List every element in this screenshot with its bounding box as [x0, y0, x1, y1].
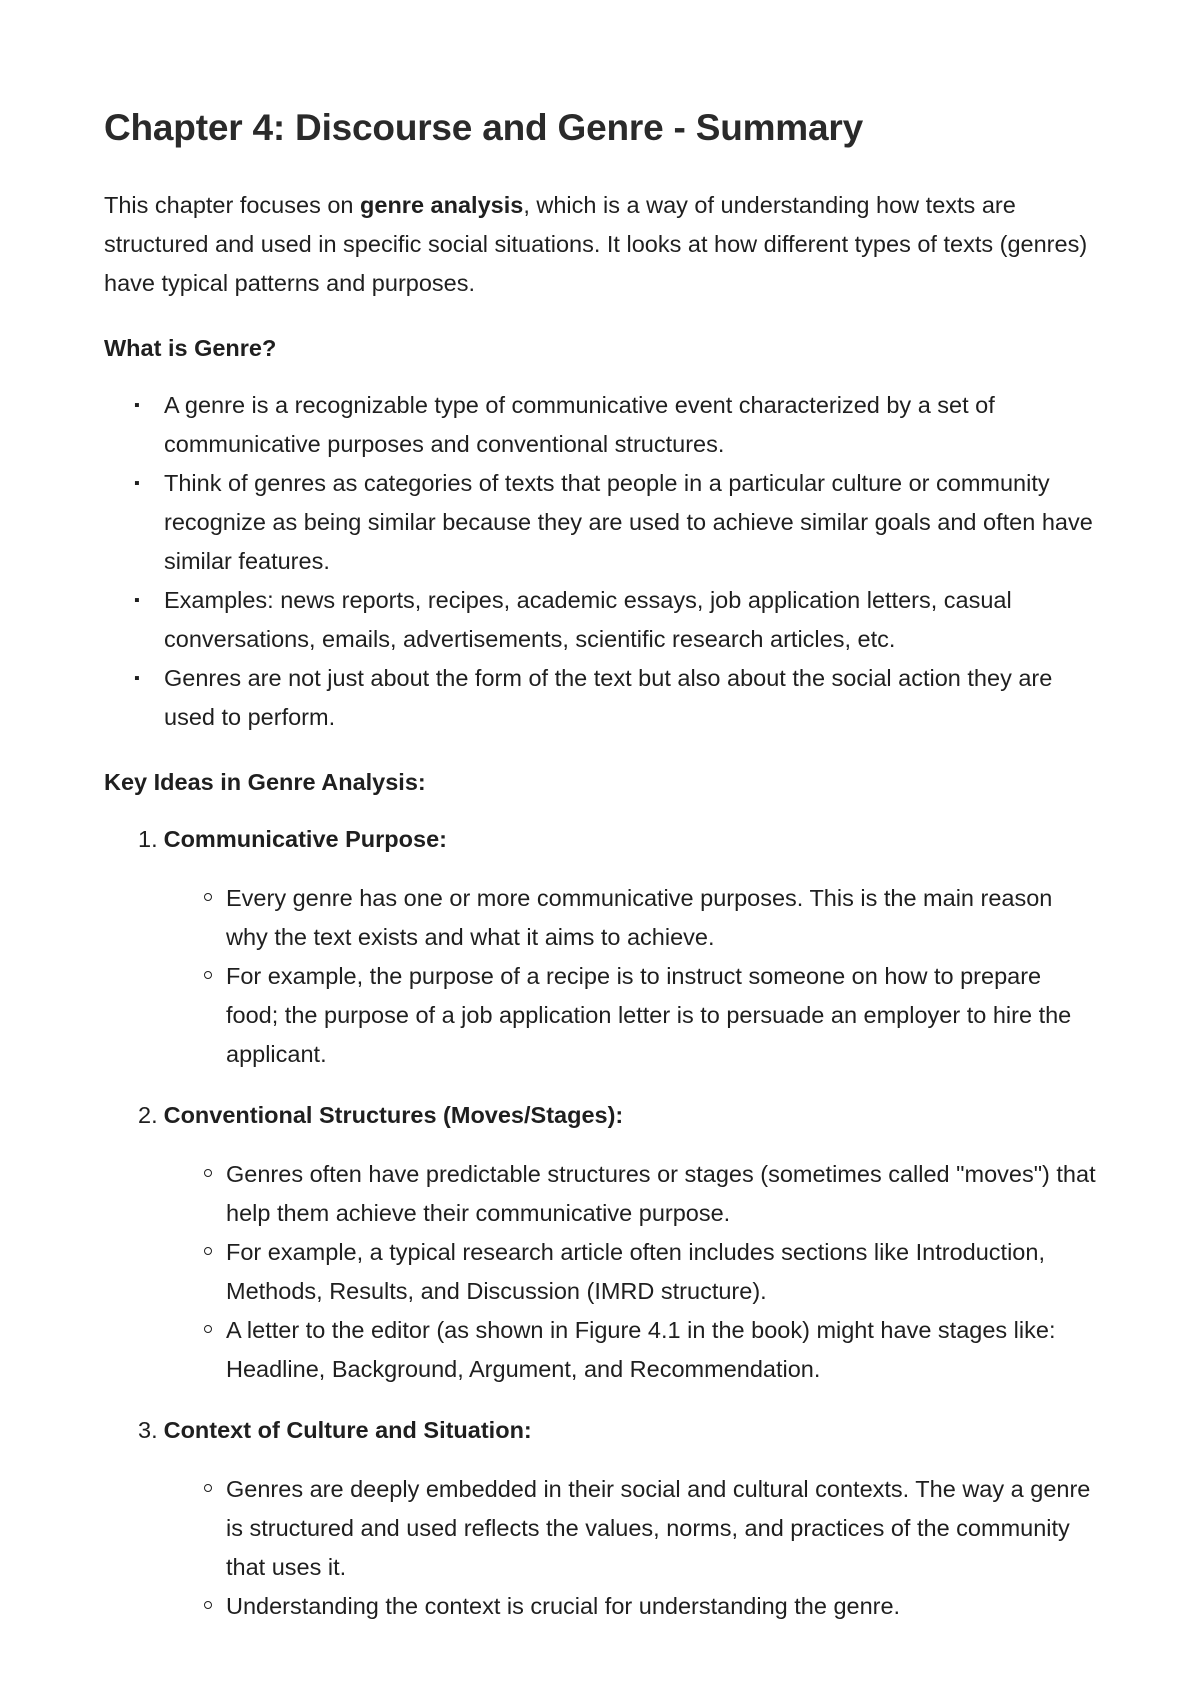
- circle-bullet-icon: [204, 1247, 212, 1255]
- key-idea-points: [138, 879, 1096, 1074]
- intro-text-start: This chapter focuses on: [104, 192, 361, 219]
- list-item: [134, 386, 1096, 464]
- list-item-text: A letter to the editor (as shown in Figure 4.1 in the book) might have stages like: Headline, Background, Argument, and Recommendation.: [226, 1317, 1056, 1383]
- list-item-text: For example, a typical research article often includes sections like Introduction, Methods, Results, and Discussion (IMRD structure).: [226, 1239, 1045, 1305]
- bullet-icon: ▪: [134, 592, 140, 610]
- key-idea-title-text: Conventional Structures (Moves/Stages):: [163, 1102, 624, 1129]
- page-title: Chapter 4: Discourse and Genre - Summary: [104, 107, 863, 148]
- list-item-text: For example, the purpose of a recipe is to instruct someone on how to prepare food; the purpose of a job application letter is to persuade an employer to hire the applicant.: [226, 963, 1072, 1068]
- intro-text-end: , which is a way of understanding how texts are structured and used in specific social situations. It looks at how different types of texts (genres) have typical patterns and purposes.: [104, 192, 1088, 297]
- key-idea-points: [138, 1155, 1096, 1389]
- key-idea-number: 3.: [138, 1417, 158, 1444]
- list-item-text: Understanding the context is crucial for understanding the genre.: [226, 1593, 901, 1620]
- list-item: [226, 1233, 1096, 1311]
- list-item: [226, 957, 1096, 1074]
- key-idea-number: 2.: [138, 1102, 158, 1129]
- key-idea-context: [138, 1411, 1096, 1626]
- key-idea-title-text: Context of Culture and Situation:: [163, 1417, 532, 1444]
- what-is-genre-list: [104, 386, 1096, 737]
- circle-bullet-icon: [204, 1325, 212, 1333]
- key-idea-conventional-structures: [138, 1096, 1096, 1389]
- circle-bullet-icon: [204, 893, 212, 901]
- list-item: [226, 879, 1096, 957]
- intro-paragraph: [104, 186, 1096, 303]
- list-item: [134, 581, 1096, 659]
- key-ideas-list: [104, 820, 1096, 1626]
- list-item: [134, 464, 1096, 581]
- intro-bold-term: genre analysis: [360, 192, 524, 219]
- list-item: [226, 1155, 1096, 1233]
- list-item-text: Every genre has one or more communicative purposes. This is the main reason why the text exists and what it aims to achieve.: [226, 885, 1053, 951]
- list-item: [226, 1587, 1096, 1626]
- bullet-icon: ▪: [134, 397, 140, 415]
- circle-bullet-icon: [204, 971, 212, 979]
- key-idea-number: 1.: [138, 826, 158, 853]
- list-item-text: Genres often have predictable structures or stages (sometimes called "moves") that help them achieve their communicative purpose.: [226, 1161, 1096, 1227]
- key-idea-title: [138, 1411, 1096, 1450]
- list-item: [226, 1470, 1096, 1587]
- list-item-text: A genre is a recognizable type of communicative event characterized by a set of communicative purposes and conventional structures.: [164, 392, 995, 458]
- key-idea-title: [138, 1096, 1096, 1135]
- list-item-text: Genres are deeply embedded in their social and cultural contexts. The way a genre is structured and used reflects the values, norms, and practices of the community that uses it.: [226, 1476, 1091, 1581]
- list-item-text: Examples: news reports, recipes, academic essays, job application letters, casual conversations, emails, advertisements, scientific research articles, etc.: [164, 587, 1012, 653]
- key-idea-title: [138, 820, 1096, 859]
- key-idea-title-text: Communicative Purpose:: [163, 826, 447, 853]
- key-idea-communicative-purpose: [138, 820, 1096, 1074]
- what-is-genre-heading: What is Genre?: [104, 335, 277, 362]
- list-item-text: Think of genres as categories of texts that people in a particular culture or community recognize as being similar because they are used to achieve similar goals and often have similar features.: [164, 470, 1093, 575]
- list-item: [134, 659, 1096, 737]
- circle-bullet-icon: [204, 1169, 212, 1177]
- bullet-icon: ▪: [134, 670, 140, 688]
- list-item: [226, 1311, 1096, 1389]
- circle-bullet-icon: [204, 1601, 212, 1609]
- list-item-text: Genres are not just about the form of the text but also about the social action they are used to perform.: [164, 665, 1053, 731]
- key-ideas-heading: Key Ideas in Genre Analysis:: [104, 769, 426, 796]
- bullet-icon: ▪: [134, 475, 140, 493]
- circle-bullet-icon: [204, 1484, 212, 1492]
- key-idea-points: [138, 1470, 1096, 1626]
